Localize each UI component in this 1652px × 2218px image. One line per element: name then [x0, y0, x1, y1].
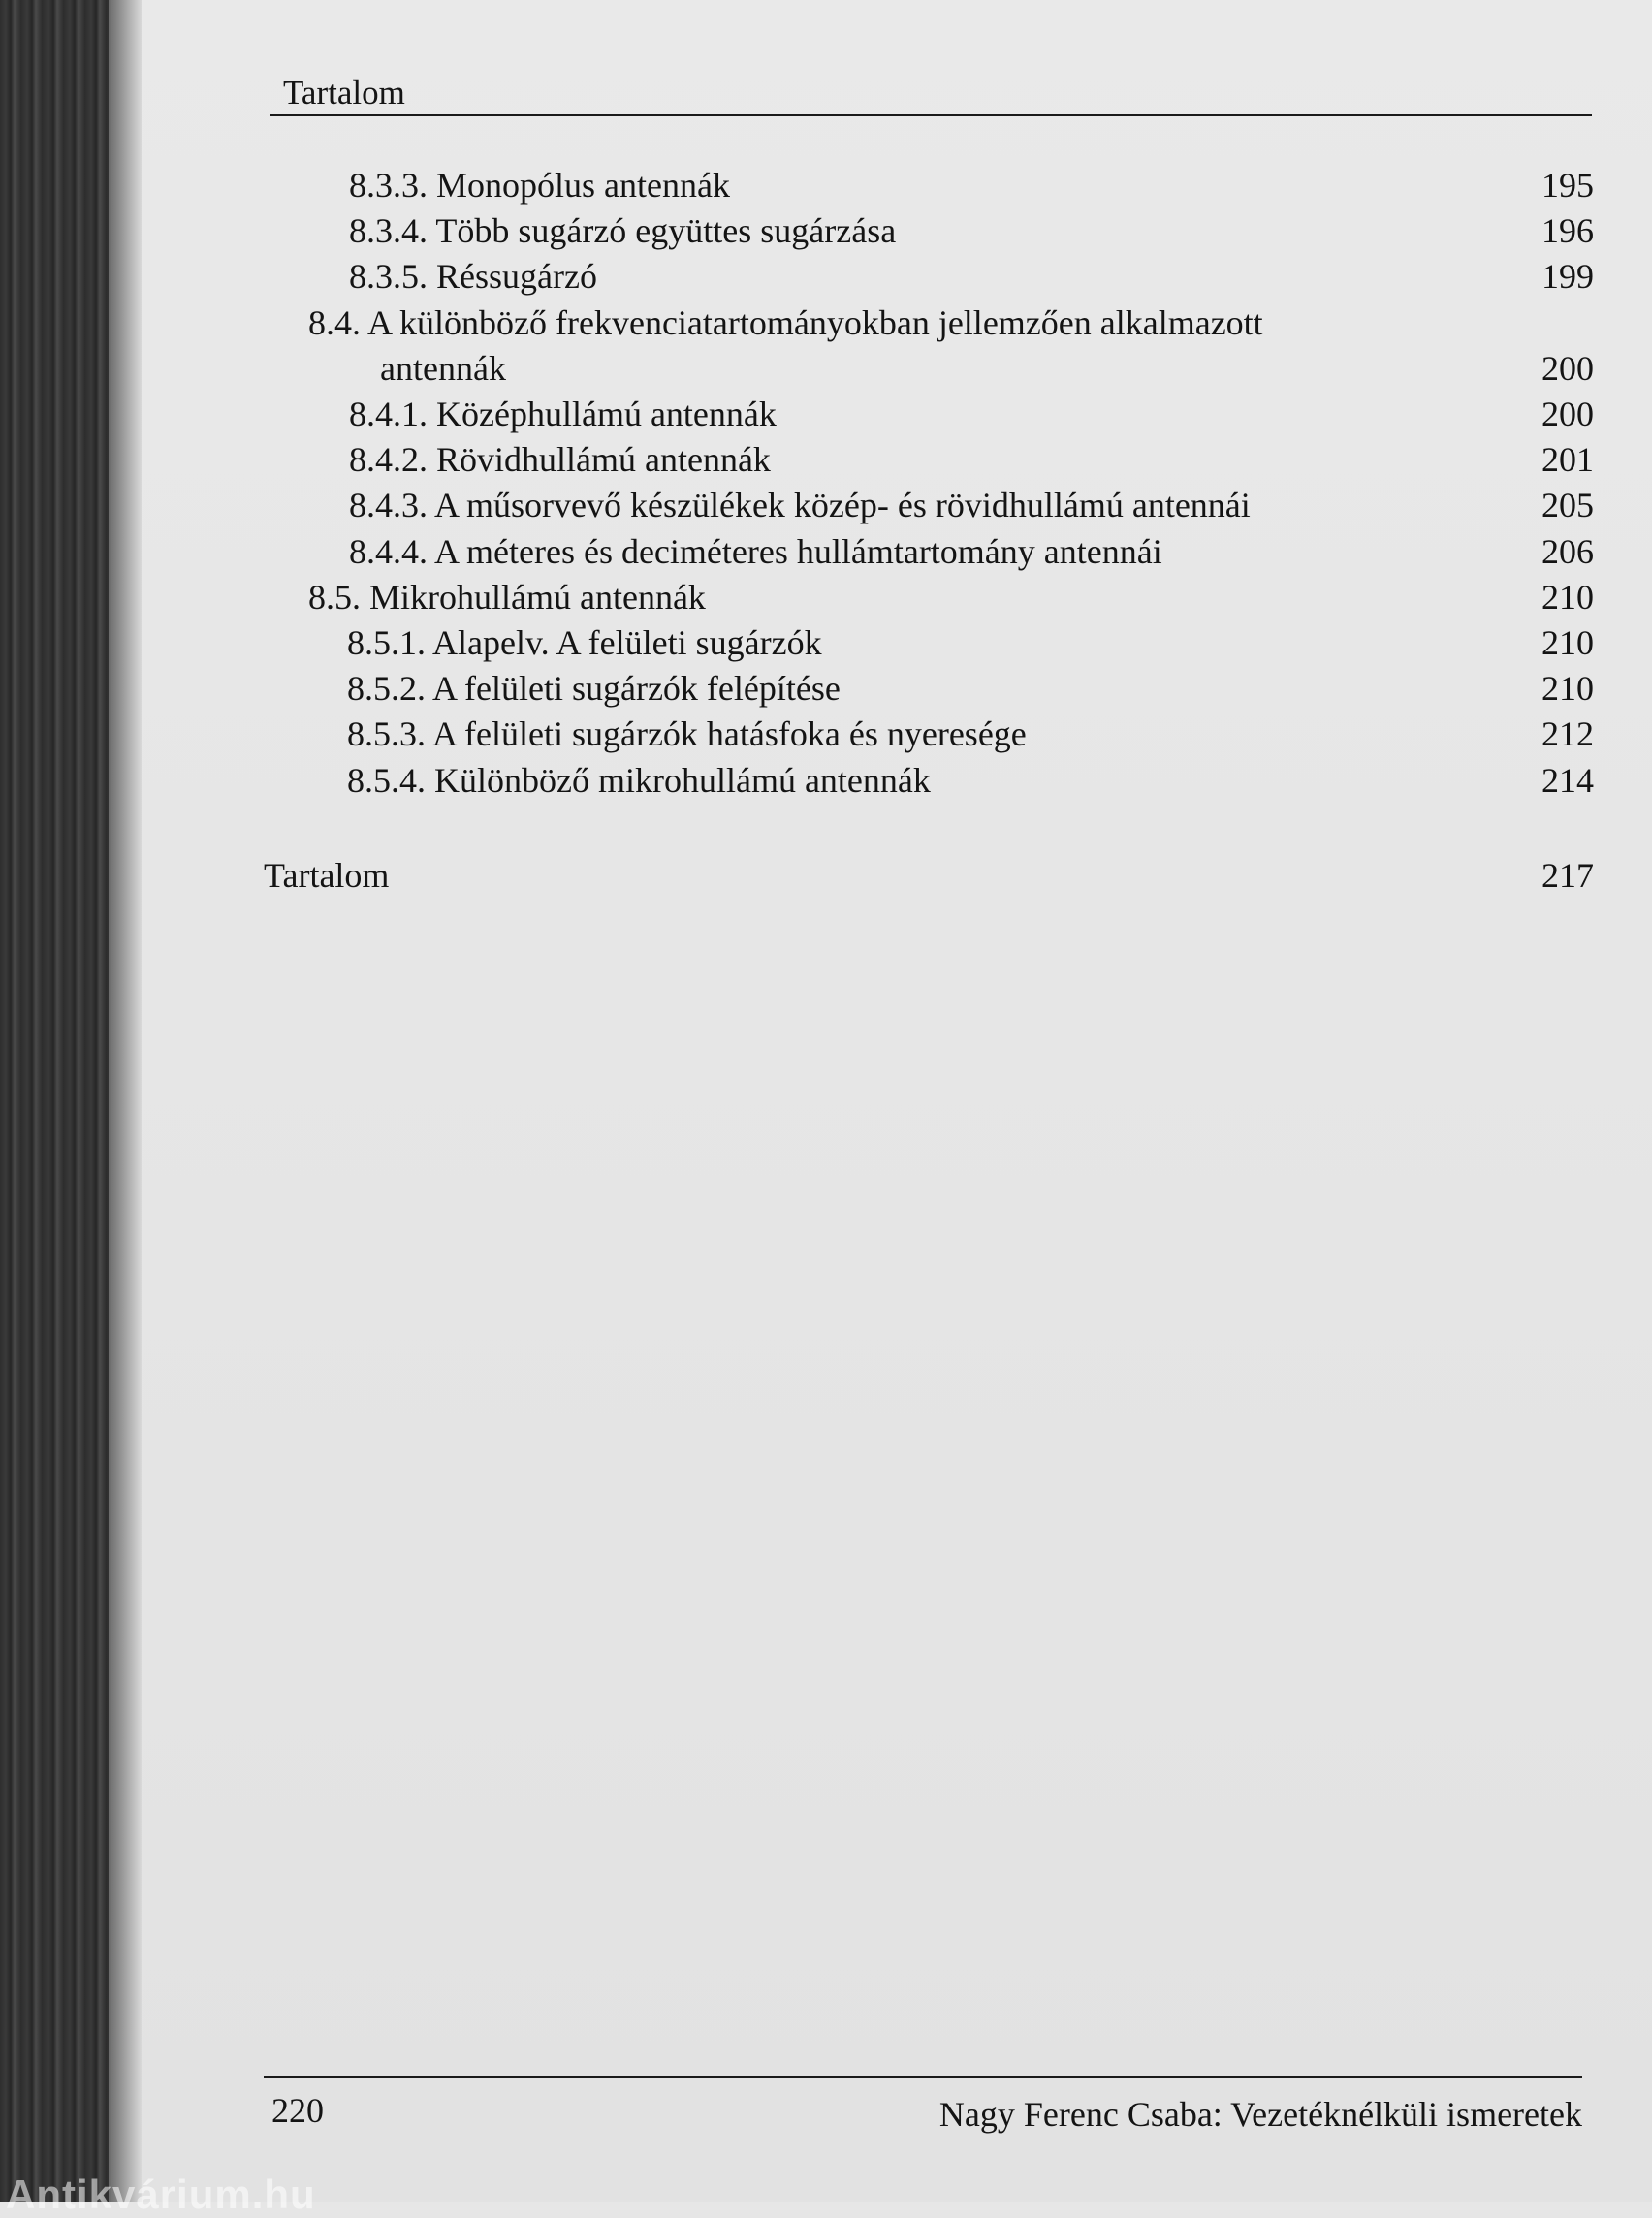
toc-entry: [0, 620, 1652, 665]
page-header: [270, 70, 1592, 116]
toc-entry-title: 8.4.2. Rövidhullámú antennák: [349, 440, 771, 479]
toc-entry: [0, 758, 1652, 803]
toc-entry-page: 195: [1541, 166, 1594, 205]
toc-entry-page: 210: [1541, 623, 1594, 662]
toc-entry-title: 8.5.3. A felületi sugárzók hatásfoka és nyeresége: [347, 714, 1027, 753]
book-title: Nagy Ferenc Csaba: Vezetéknélküli ismeretek: [938, 2095, 1582, 2134]
toc-entry: [0, 392, 1652, 436]
toc-entry: [0, 712, 1652, 756]
toc-entry-page: 210: [1541, 578, 1594, 617]
toc-entry-page: 200: [1541, 395, 1594, 433]
header-title: Tartalom: [283, 74, 405, 111]
toc-entry-page: 210: [1541, 669, 1594, 708]
toc-entry-title: 8.4.4. A méteres és deciméteres hullámtartomány antennái: [349, 532, 1162, 571]
toc-entry-page: 206: [1541, 532, 1594, 571]
toc-entry-title: 8.3.4. Több sugárzó együttes sugárzása: [349, 211, 897, 250]
toc-entry: [0, 301, 1652, 345]
toc-entry: [0, 437, 1652, 482]
toc-entry-title: 8.4.1. Középhullámú antennák: [349, 395, 777, 433]
toc-entry: [0, 666, 1652, 711]
toc-entry-page: 214: [1541, 761, 1594, 800]
toc-entry-page: 196: [1541, 211, 1594, 250]
toc-entry-page: 217: [1541, 856, 1594, 895]
toc-entry-page: 205: [1541, 486, 1594, 524]
toc-entry: [0, 254, 1652, 299]
toc-entry-title: 8.5.2. A felületi sugárzók felépítése: [347, 669, 841, 708]
toc-entry: [0, 208, 1652, 253]
watermark-text: Antikvárium.hu: [6, 2171, 316, 2217]
toc-entry: [0, 853, 1652, 898]
toc-entry-title: 8.3.3. Monopólus antennák: [349, 166, 730, 205]
toc-entry: [0, 575, 1652, 619]
page-footer: [264, 2076, 1582, 2146]
toc-entry-title: 8.3.5. Réssugárzó: [349, 257, 597, 296]
toc-entry-title: 8.5.1. Alapelv. A felületi sugárzók: [347, 623, 822, 662]
toc-entry: [0, 529, 1652, 574]
toc-entry-title: Tartalom: [264, 856, 390, 895]
toc-entry-page: 200: [1541, 349, 1594, 388]
toc-entry: [0, 163, 1652, 207]
toc-entry-page: 199: [1541, 257, 1594, 296]
toc-entry-page: 212: [1541, 714, 1594, 753]
toc-entry-page: 201: [1541, 440, 1594, 479]
toc-entry-title: 8.5. Mikrohullámú antennák: [308, 578, 706, 617]
toc-entry: [0, 483, 1652, 527]
toc-entry-title: 8.4.3. A műsorvevő készülékek közép- és rövidhullámú antennái: [349, 486, 1251, 524]
toc-entry-title: 8.4. A különböző frekvenciatartományokban jellemzően alkalmazott: [308, 303, 1263, 342]
toc-entry-title: 8.5.4. Különböző mikrohullámú antennák: [347, 761, 931, 800]
toc-entry-title: antennák: [380, 349, 506, 388]
page-number: 220: [271, 2091, 324, 2130]
toc-entry: [0, 346, 1652, 391]
